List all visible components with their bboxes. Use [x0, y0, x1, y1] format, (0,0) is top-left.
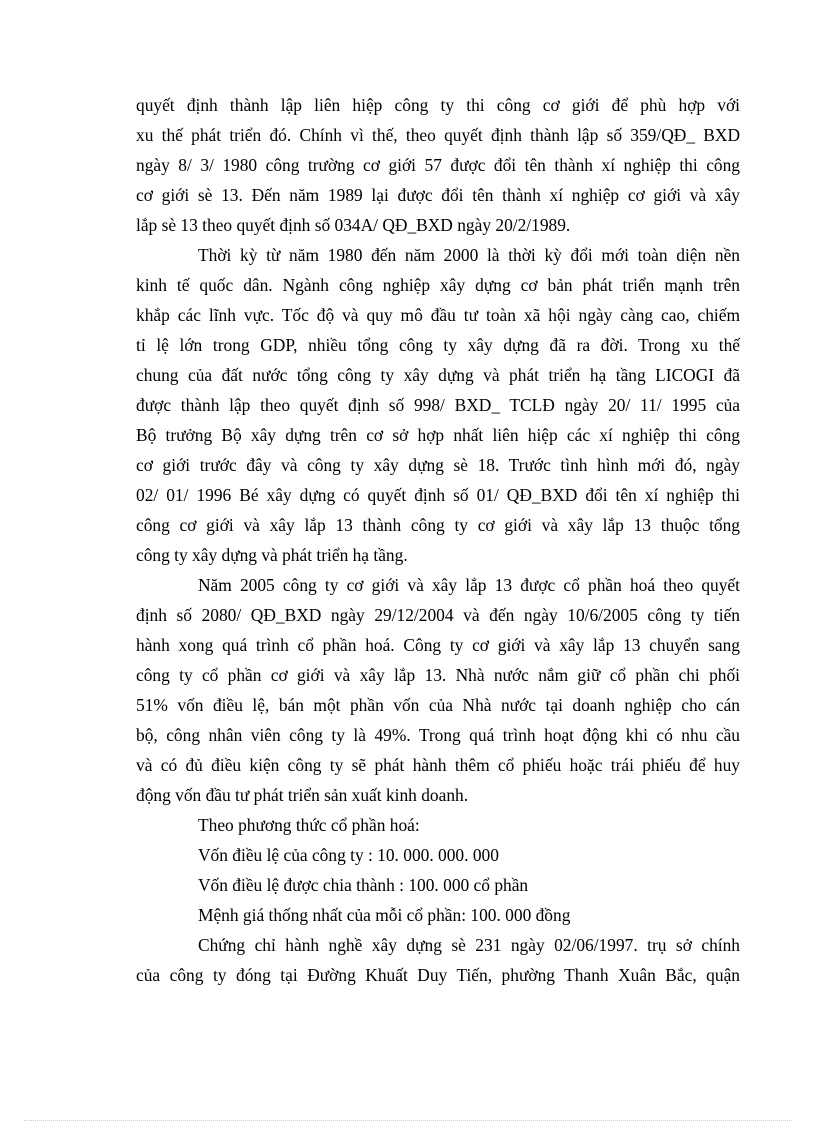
text-line: tỉ lệ lớn trong GDP, nhiều tổng công ty xây dựng đã ra đời. Trong xu thế [136, 335, 740, 355]
capital-list [136, 810, 740, 930]
list-item: Theo phương thức cổ phần hoá: [198, 815, 420, 835]
list-item: Vốn điều lệ được chia thành : 100. 000 cổ phần [198, 875, 529, 895]
paragraph-4 [136, 930, 740, 990]
text-line: khắp các lĩnh vực. Tốc độ và quy mô đầu tư toàn xã hội ngày càng cao, chiếm [136, 305, 740, 325]
document-page [136, 90, 740, 990]
text-line: bộ, công nhân viên công ty là 49%. Trong quá trình hoạt động khi có nhu cầu [136, 725, 740, 745]
text-line: chung của đất nước tổng công ty xây dựng và phát triển hạ tầng LICOGI đã [136, 365, 740, 385]
text-line: được thành lập theo quyết định số 998/ BXD_ TCLĐ ngày 20/ 11/ 1995 của [136, 395, 740, 415]
text-line: cơ giới trước đây và công ty xây dựng sè 18. Trước tình hình mới đó, ngày [136, 455, 740, 475]
page-bottom-divider [24, 1120, 792, 1121]
paragraph-3 [136, 570, 740, 810]
list-item: Mệnh giá thống nhất của mỗi cổ phần: 100. 000 đồng [198, 905, 571, 925]
text-line: Bộ trưởng Bộ xây dựng trên cơ sở hợp nhất liên hiệp các xí nghiệp thi công [136, 425, 740, 445]
text-line: công ty xây dựng và phát triển hạ tầng. [136, 545, 408, 565]
text-line: Năm 2005 công ty cơ giới và xây lắp 13 được cổ phần hoá theo quyết [198, 575, 740, 595]
text-line: ngày 8/ 3/ 1980 công trường cơ giới 57 được đổi tên thành xí nghiệp thi công [136, 155, 740, 175]
text-line: của công ty đóng tại Đường Khuất Duy Tiến, phường Thanh Xuân Bắc, quận [136, 965, 740, 985]
text-line: công cơ giới và xây lắp 13 thành công ty cơ giới và xây lắp 13 thuộc tổng [136, 515, 740, 535]
text-line: lắp sè 13 theo quyết định số 034A/ QĐ_BXD ngày 20/2/1989. [136, 215, 571, 235]
text-line: 51% vốn điều lệ, bán một phần vốn của Nhà nước tại doanh nghiệp cho cán [136, 695, 740, 715]
text-line: quyết định thành lập liên hiệp công ty thi công cơ giới để phù hợp với [136, 95, 740, 115]
paragraph-1 [136, 90, 740, 240]
text-line: kinh tế quốc dân. Ngành công nghiệp xây dựng cơ bản phát triển mạnh trên [136, 275, 740, 295]
text-line: hành xong quá trình cổ phần hoá. Công ty cơ giới và xây lắp 13 chuyển sang [136, 635, 740, 655]
text-line: cơ giới sè 13. Đến năm 1989 lại được đổi tên thành xí nghiệp cơ giới và xây [136, 185, 740, 205]
text-line: Thời kỳ từ năm 1980 đến năm 2000 là thời kỳ đổi mới toàn diện nền [198, 245, 740, 265]
text-line: Chứng chỉ hành nghề xây dựng sè 231 ngày 02/06/1997. trụ sở chính [198, 935, 740, 955]
text-line: công ty cổ phần cơ giới và xây lắp 13. Nhà nước nắm giữ cổ phần chi phối [136, 665, 740, 685]
text-line: xu thế phát triển đó. Chính vì thế, theo quyết định thành lập số 359/QĐ_ BXD [136, 125, 740, 145]
text-line: và có đủ điều kiện công ty sẽ phát hành thêm cổ phiếu hoặc trái phiếu để huy [136, 755, 740, 775]
text-line: động vốn đầu tư phát triển sản xuất kinh doanh. [136, 785, 469, 805]
text-line: định số 2080/ QĐ_BXD ngày 29/12/2004 và đến ngày 10/6/2005 công ty tiến [136, 605, 740, 625]
paragraph-2 [136, 240, 740, 570]
text-line: 02/ 01/ 1996 Bé xây dựng có quyết định số 01/ QĐ_BXD đổi tên xí nghiệp thi [136, 485, 740, 505]
list-item: Vốn điều lệ của công ty : 10. 000. 000. 000 [198, 845, 499, 865]
